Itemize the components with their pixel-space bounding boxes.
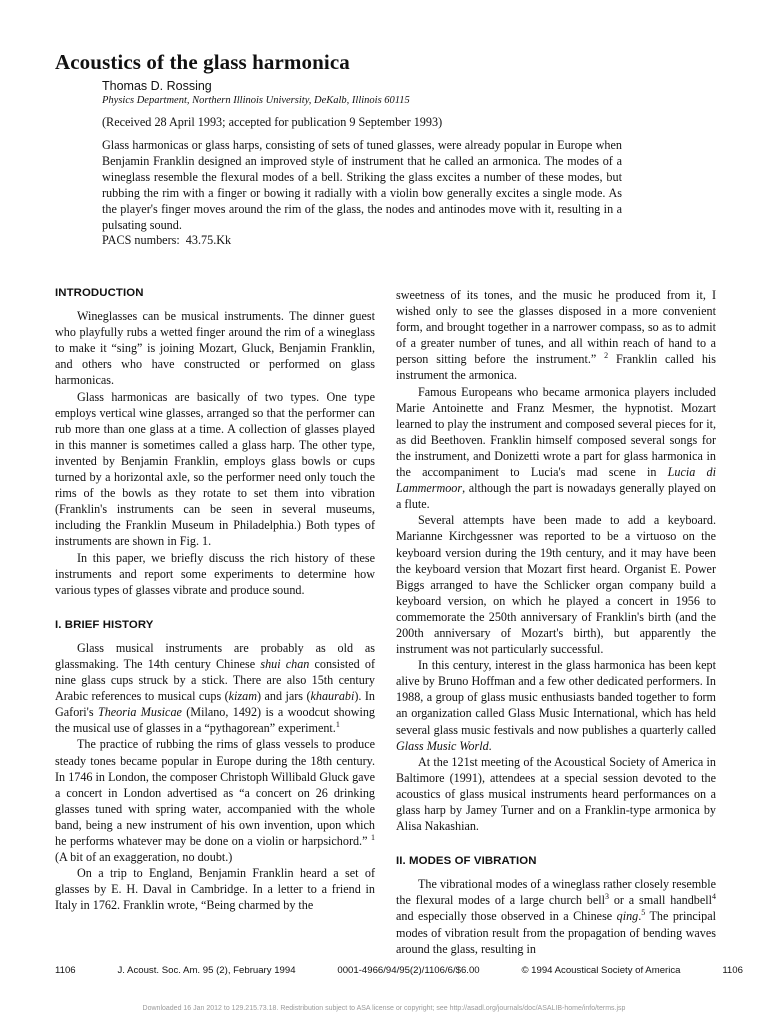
- download-notice: Downloaded 16 Jan 2012 to 129.215.73.18. Redistribution subject to ASA license or copyright; see http://asadl.org/journals/doc/ASALIB-home/info/terms.jsp: [142, 1005, 626, 1012]
- pacs-value: 43.75.Kk: [185, 233, 232, 247]
- page-number-right: 1106: [722, 965, 743, 976]
- reference-marker: 1: [335, 720, 340, 730]
- copyright-notice: © 1994 Acoustical Society of America: [521, 965, 681, 976]
- paper-title: Acoustics of the glass harmonica: [55, 50, 350, 74]
- section-heading-modes-of-vibration: II. MODES OF VIBRATION: [396, 855, 537, 868]
- paragraph: Glass musical instruments are probably as old as glassmaking. The 14th century Chinese shui chan consisted of nine glass cups struck by a stick. There are also 15th century Arabic references to musical cups (kizam) and jars (khaurabi). In Gafori's Theoria Musicae (Milano, 1492) is a woodcut showing the musical use of glasses in a “pythagorean” experiment.$^1$: [55, 640, 376, 736]
- paragraph: In this century, interest in the glass harmonica has been kept alive by Bruno Hoffman and a few other dedicated performers. In 1988, a group of glass music enthusiasts banded together to form an organization called Glass Music International, which has held several glass music festivals and now publishes a quarterly called Glass Music World.: [396, 658, 716, 753]
- journal-citation: J. Acoust. Soc. Am. 95 (2), February 1994: [117, 965, 296, 976]
- paragraph: In this paper, we briefly discuss the rich history of these instruments and report some experiments to determine how various types of glasses vibrate and produce sound.: [55, 550, 375, 597]
- section-heading-introduction: INTRODUCTION: [55, 287, 144, 299]
- paragraph: Wineglasses can be musical instruments. The dinner guest who playfully rubs a wetted finger around the rim of a wineglass to make it “sing” is joining Mozart, Gluck, Benjamin Franklin, and others who have constructed or performed on glass harmonicas.: [55, 309, 375, 388]
- abstract: Glass harmonicas or glass harps, consisting of sets of tuned glasses, were already popular in Europe when Benjamin Franklin designed an improved style of instrument that he called an armonica. The modes of a wineglass resemble the flexural modes of a bell. Striking the glass excites a number of these modes, but rubbing the rim with a finger or bowing it radially with a violin bow generally excites a single mode. As the player's finger moves around the rim of the glass, the nodes and antinodes move with it, resulting in a pulsating sound.: [102, 138, 622, 233]
- right-column: [396, 287, 716, 957]
- page-footer: [55, 965, 743, 976]
- received-dates: (Received 28 April 1993; accepted for publication 9 September 1993): [102, 115, 443, 129]
- paragraph: Several attempts have been made to add a keyboard. Marianne Kirchgessner was reported to be a virtuoso on the keyboard version during the 19th century, and it may have been the keyboard version that Mozart first heard. Organist E. Power Biggs arranged to have the Schlicker organ company build a keyboard version, on which he played a concert in 1956 to commemorate the 250th anniversary of Franklin's birth (and the 200th anniversary of Mozart's birth), but apparently the instrument was not particularly successful.: [396, 513, 716, 657]
- reference-marker: 5: [641, 908, 646, 918]
- paragraph: At the 121st meeting of the Acoustical Society of America in Baltimore (1991), attendees at a special session devoted to the acoustics of glass musical instruments heard performances on a glass harp by Jamey Turner and on a Franklin-type armonica by Alisa Nakashian.: [396, 754, 716, 834]
- paragraph: The vibrational modes of a wineglass rather closely resemble the flexural modes of a large church bell$^3$ or a small handbell$^4$ and especially those observed in a Chinese qing.$^5$ The principal modes of vibration result from the propagation of bending waves around the glass, resulting in: [396, 877, 716, 956]
- section-heading-brief-history: I. BRIEF HISTORY: [55, 618, 154, 631]
- pacs-numbers: [102, 233, 231, 248]
- author-name: Thomas D. Rossing: [102, 79, 212, 93]
- paragraph: On a trip to England, Benjamin Franklin heard a set of glasses by E. H. Daval in Cambridge. In a letter to a friend in Italy in 1762. Franklin wrote, “Being charmed by the: [55, 866, 375, 913]
- page-number-left: 1106: [55, 965, 76, 976]
- paragraph: The practice of rubbing the rims of glass vessels to produce steady tones became popular in Europe during the 18th century. In 1746 in London, the composer Christoph Willibald Gluck gave a concert in London advertised as “a concert on 26 drinking glasses tuned with spring water, accompanied with the whole band, being a new instrument of his own invention, upon which he performs whatever may be done on a violin or harpsichord.” $^1$ (A bit of an exaggeration, no doubt.): [55, 737, 375, 865]
- reference-marker: 1: [371, 832, 375, 842]
- reference-marker: 2: [604, 351, 609, 361]
- left-column: [55, 285, 375, 913]
- reference-marker: 4: [712, 892, 716, 902]
- paragraph: Famous Europeans who became armonica players included Marie Antoinette and Franz Mesmer, the hypnotist. Mozart learned to play the instrument and composed several pieces for it, as did Beethoven. Franklin himself composed several songs for the instrument, and Donizetti wrote a part for glass harmonica in the accompaniment to Lucia's mad scene in Lucia di Lammermoor, although the part is nowadays generally played on a flute.: [396, 384, 716, 512]
- author-affiliation: Physics Department, Northern Illinois University, DeKalb, Illinois 60115: [102, 95, 410, 106]
- article-code: 0001-4966/94/95(2)/1106/6/$6.00: [337, 965, 480, 976]
- pacs-label: PACS numbers:: [102, 233, 180, 247]
- reference-marker: 3: [605, 892, 609, 902]
- paragraph: Glass harmonicas are basically of two types. One type employs vertical wine glasses, arranged so that the performer can rub more than one glass at a time. A collection of glasses played in this manner is sometimes called a glass harp. The other type, invented by Benjamin Franklin, employs glass bowls or cups turned by a horizontal axle, so the performer need only touch the rims of the bowls as they rotate to set them into vibration (Franklin's instruments can be seen in several museums, including the Franklin Museum in Philadelphia.) Both types of instruments are shown in Fig. 1.: [55, 389, 375, 549]
- paragraph: sweetness of its tones, and the music he produced from it, I wished only to see the glasses disposed in a more convenient form, and brought together in a narrower compass, so as to admit of a greater number of tunes, and all within reach of hand to a person sitting before the instrument.” $^2$ Franklin called his instrument the armonica.: [396, 288, 716, 383]
